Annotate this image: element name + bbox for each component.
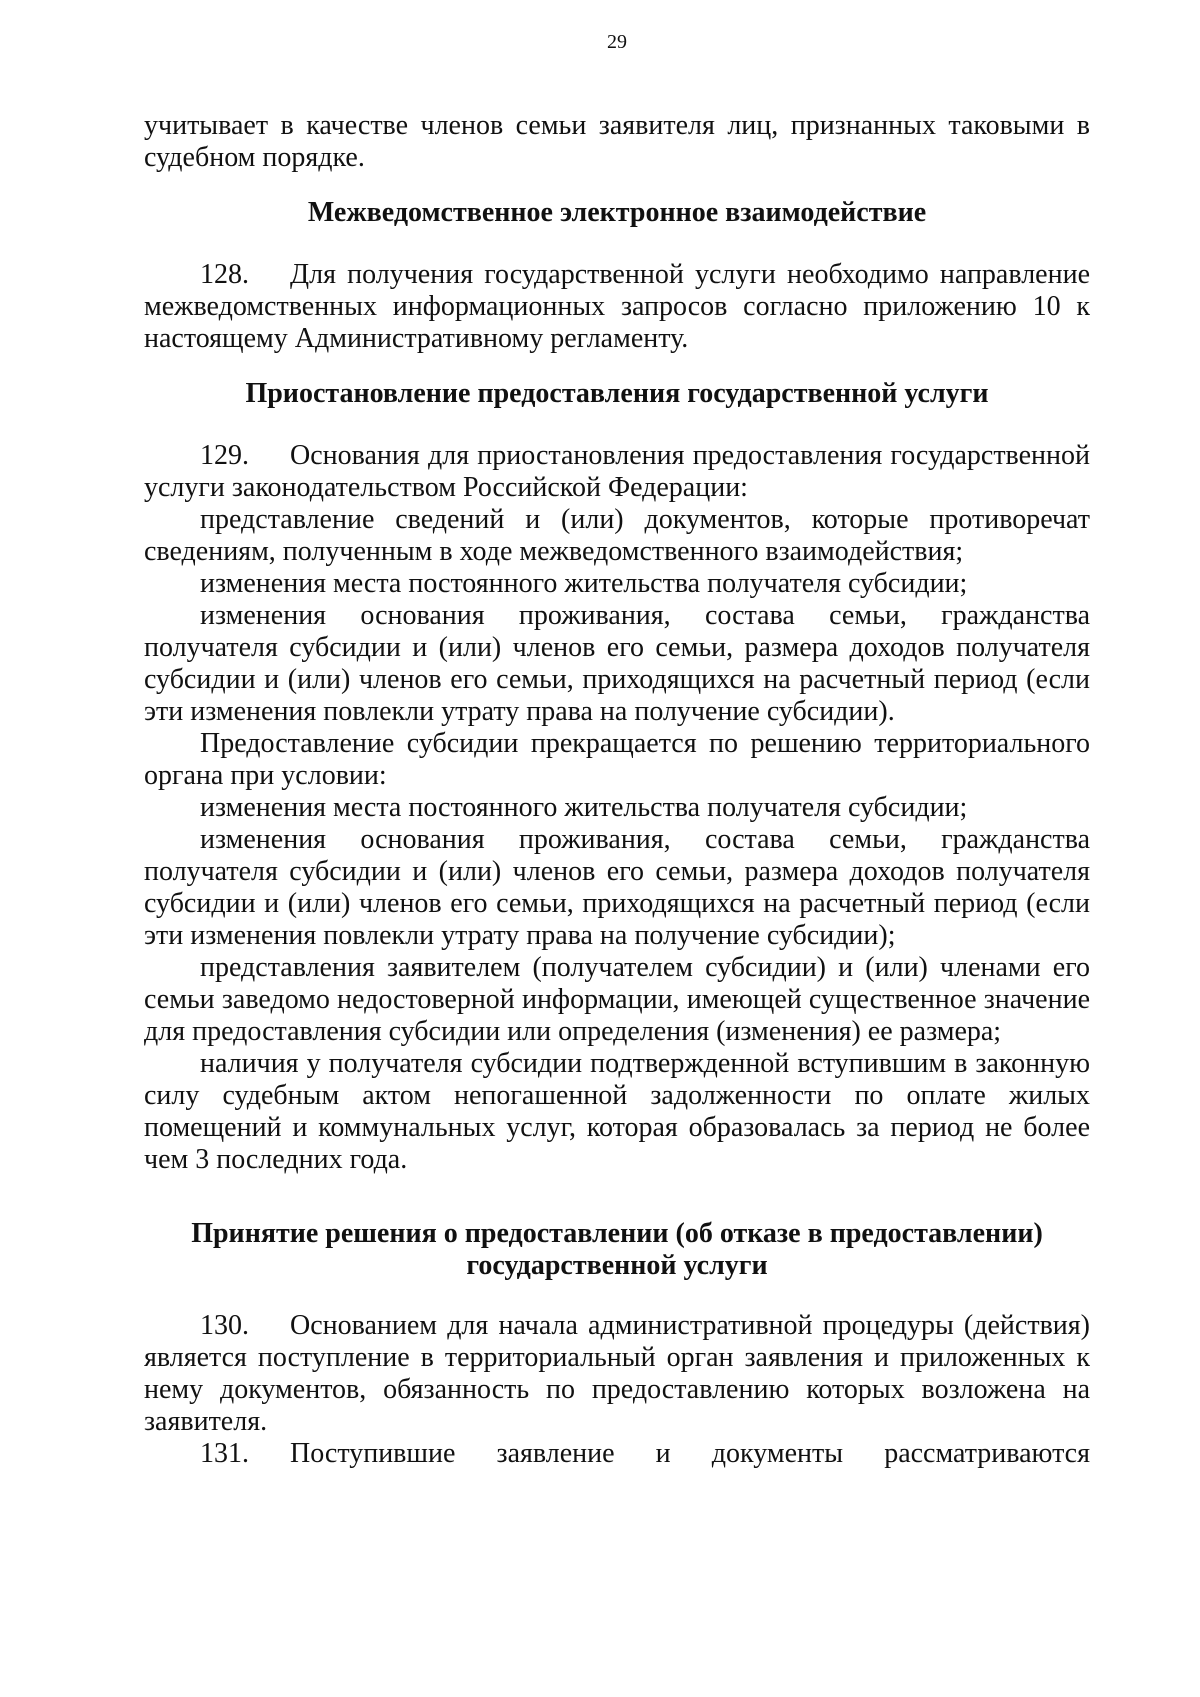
heading-line: Принятие решения о предоставлении (об отказе в предоставлении) xyxy=(191,1218,1043,1249)
section-heading-interagency: Межведомственное электронное взаимодействие xyxy=(307,197,927,228)
paragraph-129 xyxy=(144,440,1090,504)
heading-line: государственной услуги xyxy=(466,1250,768,1281)
list-item: представление сведений и (или) документов, которые противоречат сведениям, полученным в ходе межведомственного взаимодействия; xyxy=(144,504,1090,567)
paragraph-number: 131. xyxy=(200,1438,249,1469)
paragraph-text: Основанием для начала административной процедуры (действия) является поступление в территориальный орган заявления и приложенных к нему документов, обязанность по предоставлению которых возложена на заявителя. xyxy=(144,1310,1090,1437)
section-heading-suspension: Приостановление предоставления государственной услуги xyxy=(245,378,989,409)
paragraph-text: Поступившие заявление и документы рассматриваются xyxy=(290,1438,1090,1469)
paragraph-termination: Предоставление субсидии прекращается по решению территориального органа при условии: xyxy=(144,728,1090,791)
continued-paragraph: учитывает в качестве членов семьи заявителя лиц, признанных таковыми в судебном порядке. xyxy=(144,110,1090,173)
paragraph-130 xyxy=(144,1310,1090,1438)
list-item: изменения места постоянного жительства получателя субсидии; xyxy=(200,568,968,599)
paragraph-text: Основания для приостановления предоставления государственной услуги законодательством Российской Федерации: xyxy=(144,440,1090,503)
page-number: 29 xyxy=(607,31,627,53)
paragraph-text: Для получения государственной услуги необходимо направление межведомственных информационных запросов согласно приложению 10 к настоящему Административному регламенту. xyxy=(144,259,1090,354)
list-item: наличия у получателя субсидии подтвержденной вступившим в законную силу судебным актом непогашенной задолженности по оплате жилых помещений и коммунальных услуг, которая образовалась за период не более чем 3 последних года. xyxy=(144,1048,1090,1175)
list-item: изменения основания проживания, состава семьи, гражданства получателя субсидии и (или) членов его семьи, размера доходов получателя субсидии и (или) членов его семьи, приходящихся на расчетный период (если эти изменения повлекли утрату права на получение субсидии). xyxy=(144,600,1090,727)
list-item: изменения места постоянного жительства получателя субсидии; xyxy=(200,792,968,823)
paragraph-number: 129. xyxy=(200,440,249,471)
paragraph-number: 128. xyxy=(200,259,249,290)
paragraph-131 xyxy=(144,1438,1090,1470)
paragraph-number: 130. xyxy=(200,1310,249,1341)
paragraph-128 xyxy=(144,259,1090,355)
list-item: представления заявителем (получателем субсидии) и (или) членами его семьи заведомо недостоверной информации, имеющей существенное значение для предоставления субсидии или определения (изменения) ее размера; xyxy=(144,952,1090,1047)
section-heading-decision xyxy=(144,1218,1090,1282)
list-item: изменения основания проживания, состава семьи, гражданства получателя субсидии и (или) членов его семьи, размера доходов получателя субсидии и (или) членов его семьи, приходящихся на расчетный период (если эти изменения повлекли утрату права на получение субсидии); xyxy=(144,824,1090,951)
